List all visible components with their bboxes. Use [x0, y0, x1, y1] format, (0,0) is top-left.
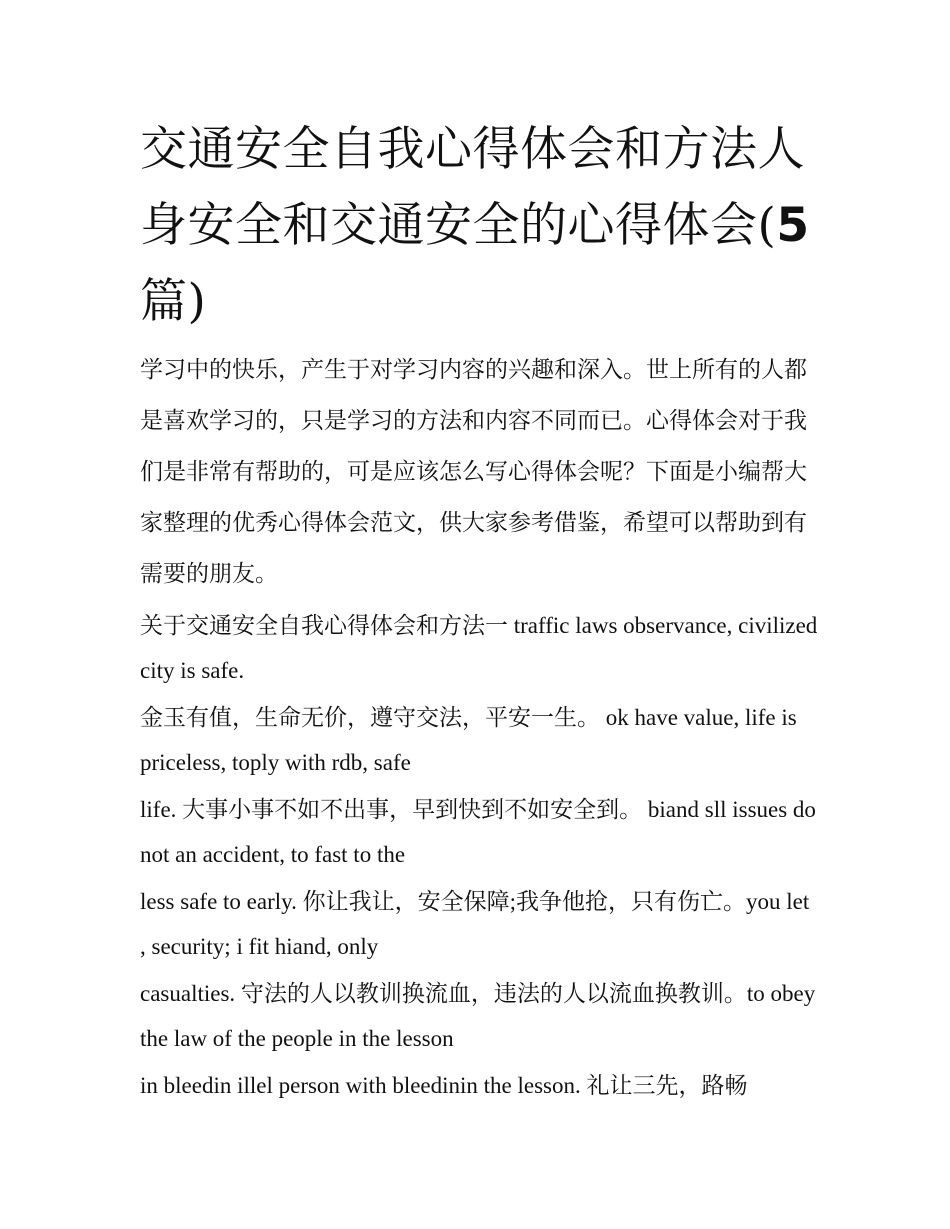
body-paragraph: casualties. 守法的人以教训换流血，违法的人以流血换教训。to obey the law of the people in the lesson	[140, 981, 816, 1051]
document-body	[140, 112, 820, 1110]
body-paragraph: less safe to early. 你让我让，安全保障;我争他抢，只有伤亡。you let , security; i fit hiand, only	[140, 889, 810, 959]
body-paragraph: life. 大事小事不如不出事，早到快到不如安全到。 biand sll issues do not an accident, to fast to the	[140, 797, 816, 867]
title-suffix: 篇)	[140, 274, 207, 329]
body-paragraph: 金玉有值，生命无价，遵守交法，平安一生。 ok have value, life is priceless, toply with rdb, safe	[140, 705, 797, 775]
title-text: 交通安全自我心得体会和方法人身安全和交通安全的心得体会(	[140, 122, 805, 253]
body-paragraph: in bleedin illel person with bleedinin the lesson. 礼让三先，路畅	[140, 1073, 748, 1098]
document-title	[140, 112, 820, 340]
title-count: 5	[776, 198, 810, 253]
intro-paragraph: 学习中的快乐，产生于对学习内容的兴趣和深入。世上所有的人都是喜欢学习的，只是学习的方法和内容不同而已。心得体会对于我们是非常有帮助的，可是应该怎么写心得体会呢？下面是小编帮大家整理的优秀心得体会范文，供大家参考借鉴，希望可以帮助到有需要的朋友。	[140, 357, 807, 586]
body-paragraph: 关于交通安全自我心得体会和方法一 traffic laws observance, civilized city is safe.	[140, 613, 818, 683]
